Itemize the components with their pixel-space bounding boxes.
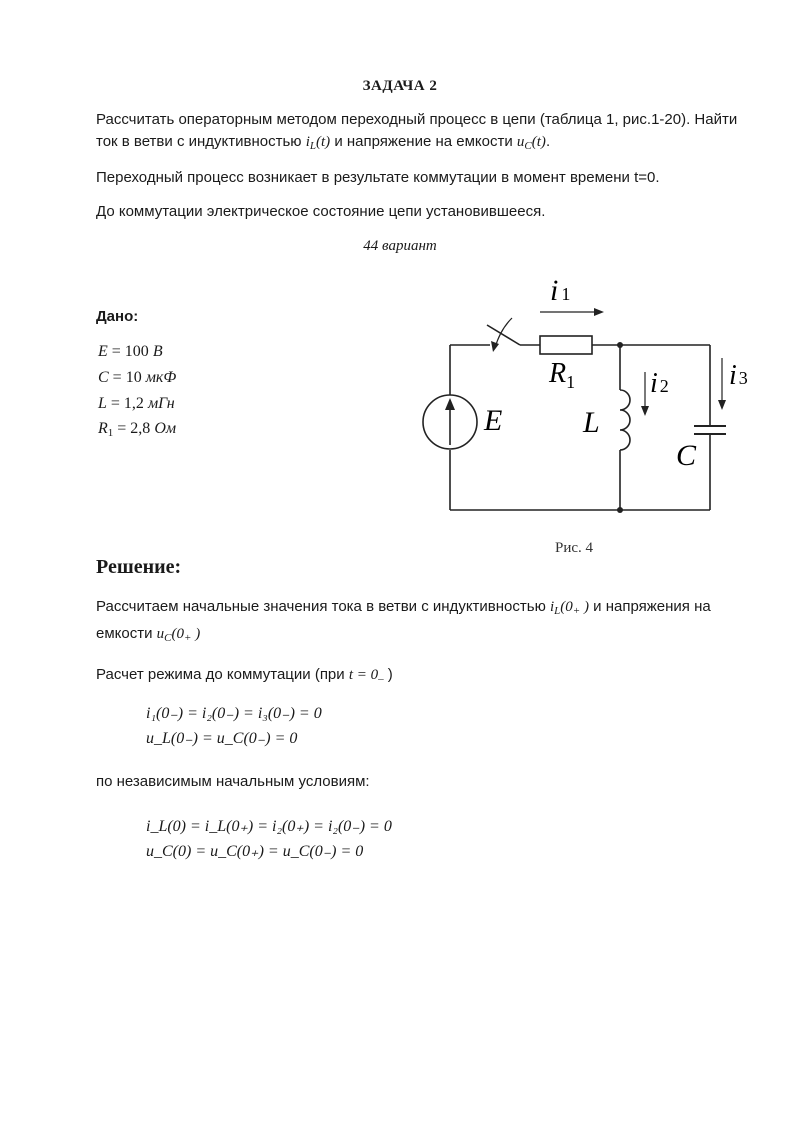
junction-bottom — [617, 507, 623, 513]
given-L: L = 1,2 мГн — [98, 395, 175, 412]
solution-step-2: Расчет режима до коммутации (при $t = 0_-$ ) — [96, 666, 393, 685]
label-r1: $R_1$ — [549, 358, 576, 392]
label-l: L — [583, 406, 600, 439]
intro-line-1: Рассчитать операторным методом переходный процесс в цепи (таблица 1, рис.1-20). Найти — [96, 111, 738, 128]
label-i1: i 1 — [550, 274, 571, 307]
variant-label: 44 вариант — [363, 238, 437, 254]
junction-top — [617, 342, 623, 348]
label-i2: i 2 — [650, 368, 669, 399]
circuit-diagram — [400, 265, 780, 535]
equation-inductor-current: i_L(0) = i_L(0₊) = i₂(0₊) = i₂(0₋) = 0 — [146, 818, 392, 835]
label-e: E — [484, 404, 503, 437]
resistor-r1 — [540, 336, 592, 354]
given-C: C = 10 мкФ — [98, 369, 177, 386]
equation-currents-before: i₁(0₋) = i₂(0₋) = i₃(0₋) = 0 — [146, 705, 322, 722]
solution-heading: Решение: — [96, 556, 182, 578]
label-c: C — [676, 439, 697, 472]
equation-capacitor-voltage: u_C(0) = u_C(0₊) = u_C(0₋) = 0 — [146, 843, 364, 860]
page-title: ЗАДАЧА 2 — [362, 78, 438, 94]
equation-voltages-before: u_L(0₋) = u_C(0₋) = 0 — [146, 730, 298, 747]
i2-arrow-head — [641, 406, 649, 416]
paragraph-steady-state: До коммутации электрическое состояние цепи установившееся. — [96, 203, 546, 220]
solution-step-1-line-2: емкости $u_C(0_+$ ) — [96, 625, 201, 644]
solution-step-3: по независимым начальным условиям: — [96, 773, 370, 790]
given-E: E = 100 В — [98, 343, 163, 360]
i1-arrow-head — [594, 308, 604, 316]
inductor-l — [620, 390, 630, 450]
label-i3: i 3 — [729, 360, 748, 391]
i3-arrow-head — [718, 400, 726, 410]
given-heading: Дано: — [96, 308, 139, 325]
given-R1: $R_1 = 2,8$ Ом — [98, 420, 177, 439]
source-arrow-head — [445, 398, 455, 410]
switch-arrow-head — [491, 341, 499, 352]
solution-step-1: Рассчитаем начальные значения тока в ветви с индуктивностью $i_L(0_+$ ) и напряжения на — [96, 598, 711, 617]
paragraph-commutation: Переходный процесс возникает в результате коммутации в момент времени t=0. — [96, 169, 660, 186]
figure-caption: Рис. 4 — [555, 540, 594, 556]
intro-line-2: ток в ветви с индуктивностью $i_L(t)$ и напряжение на емкости $u_C(t)$. — [96, 133, 551, 152]
